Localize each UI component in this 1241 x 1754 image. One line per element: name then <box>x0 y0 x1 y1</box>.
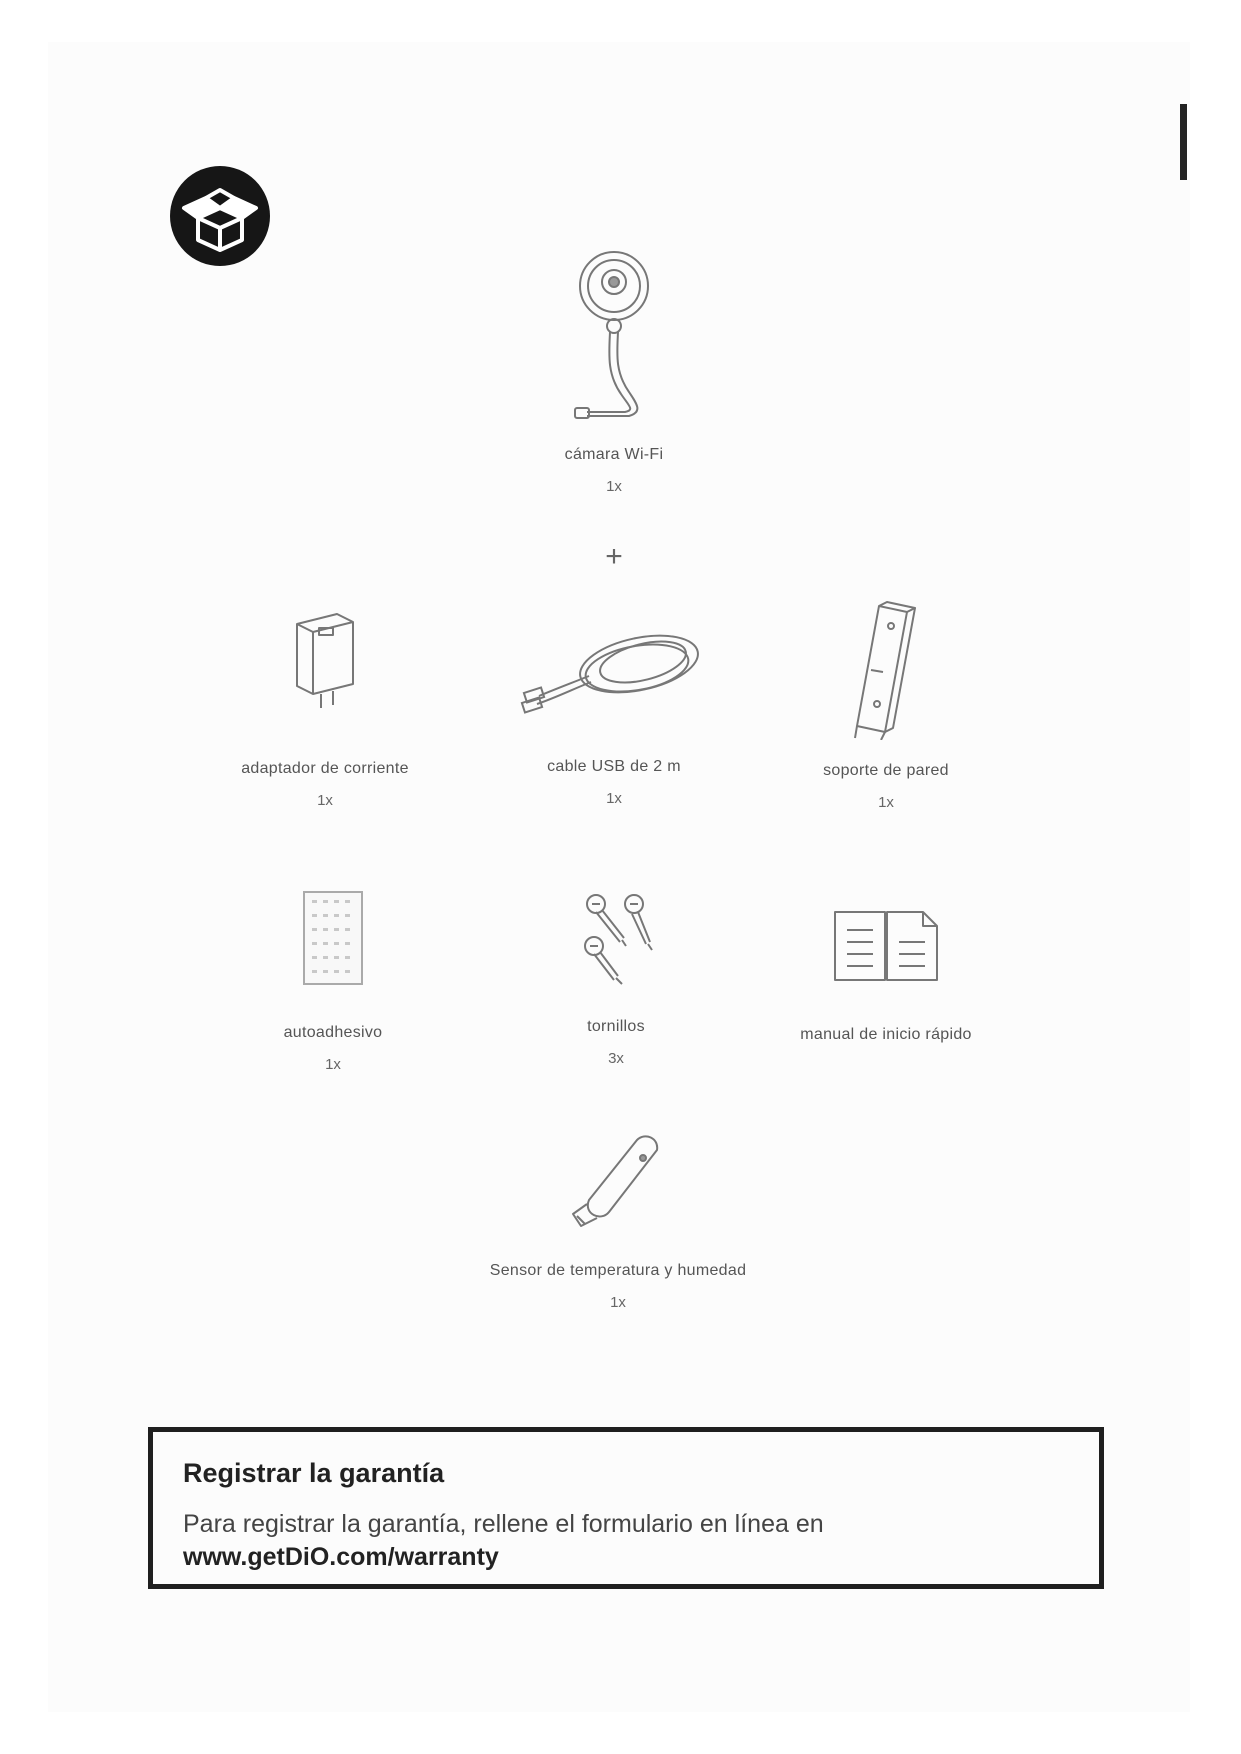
warranty-title: Registrar la garantía <box>183 1458 445 1488</box>
plus-sign: + <box>605 540 623 573</box>
manual-icon <box>831 908 941 984</box>
item-quantity: 3x <box>608 1050 624 1067</box>
item-adhesive <box>218 890 448 1073</box>
warranty-text <box>183 1508 824 1574</box>
item-screws <box>500 888 732 1067</box>
open-box-icon <box>170 166 270 266</box>
warranty-notice-box <box>148 1427 1104 1589</box>
item-quantity: 1x <box>606 790 622 807</box>
item-label: cable USB de 2 m <box>547 758 681 775</box>
usb-cable-icon <box>519 620 709 720</box>
item-quantity: 1x <box>610 1294 626 1311</box>
item-label: cámara Wi-Fi <box>564 446 664 463</box>
page-edge-marker <box>1180 104 1187 180</box>
item-label: soporte de pared <box>823 762 949 779</box>
item-temperature-humidity-sensor <box>460 1130 776 1311</box>
item-wall-mount <box>776 600 996 811</box>
item-label: autoadhesivo <box>283 1024 383 1041</box>
item-quantity: 1x <box>317 792 333 809</box>
item-label: tornillos <box>587 1018 645 1035</box>
item-quantity: 1x <box>606 478 622 495</box>
item-label: Sensor de temperatura y humedad <box>489 1262 747 1279</box>
item-power-adapter <box>210 604 440 809</box>
item-wifi-camera <box>498 244 730 495</box>
sensor-icon <box>563 1130 673 1240</box>
power-adapter-icon <box>285 604 365 714</box>
screws-icon <box>566 888 666 988</box>
warranty-url-link[interactable]: www.getDiO.com/warranty <box>183 1543 499 1571</box>
wifi-camera-icon <box>559 244 669 424</box>
warranty-instructions: Para registrar la garantía, rellene el formulario en línea en <box>183 1510 824 1538</box>
item-label: adaptador de corriente <box>241 760 409 777</box>
item-label: manual de inicio rápido <box>800 1026 972 1043</box>
item-quantity: 1x <box>878 794 894 811</box>
adhesive-sheet-icon <box>302 890 364 986</box>
item-usb-cable <box>500 620 728 807</box>
item-quantity: 1x <box>325 1056 341 1073</box>
wall-mount-icon <box>841 600 931 740</box>
item-quick-start-manual <box>776 908 996 1058</box>
